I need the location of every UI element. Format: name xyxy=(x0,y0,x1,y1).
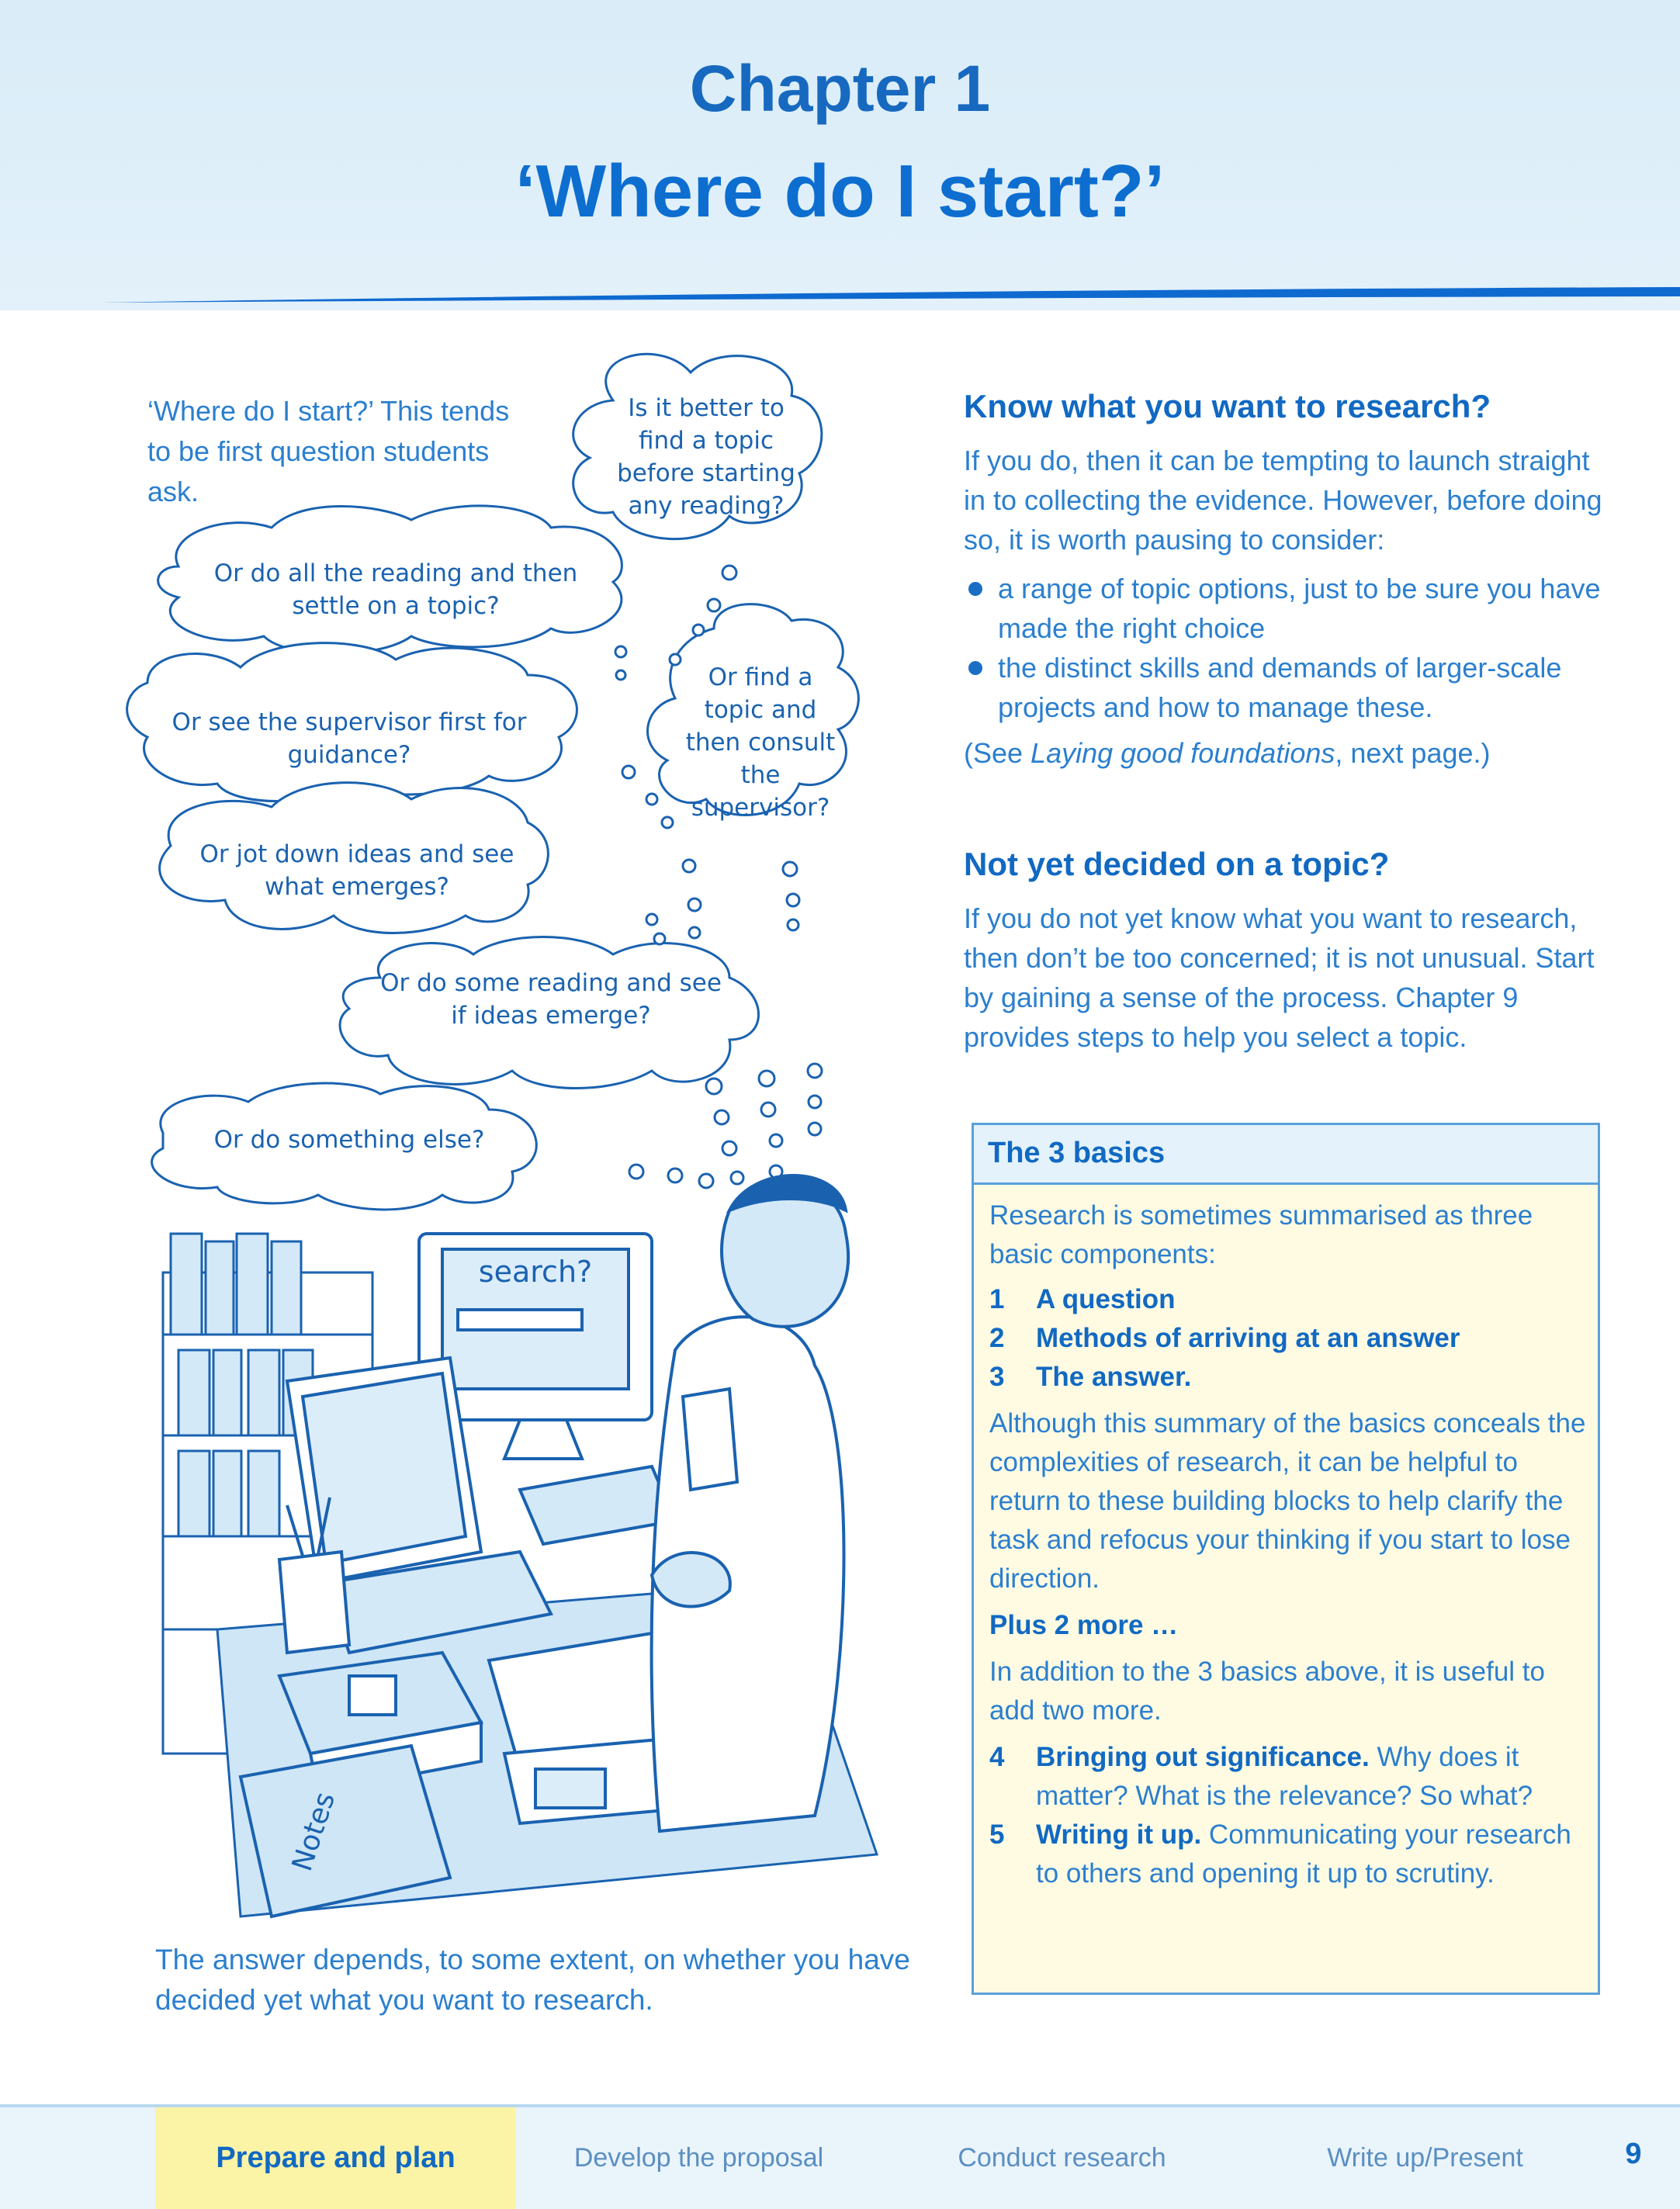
basics-list xyxy=(989,1280,1587,1397)
pen-pot xyxy=(279,1552,349,1653)
chapter-title: ‘Where do I start?’ xyxy=(514,150,1166,233)
tab-conduct-research[interactable]: Conduct research xyxy=(958,2143,1166,2173)
bubble-text-4: Or see the supervisor first for guidance? xyxy=(171,708,527,769)
basics-para: Although this summary of the basics conceals the complexities of research, it can be helpful to return to these building blocks to help clarify the task and refocus your thinking if you start to lose direction. xyxy=(989,1408,1586,1594)
item-text: Communicating your research to others and opening it up to scrutiny. xyxy=(1036,1819,1571,1889)
section-not-decided xyxy=(964,846,1608,1057)
tab-write-up-present[interactable]: Write up/Present xyxy=(1327,2143,1523,2173)
list-item xyxy=(964,569,1608,648)
item-bold: Writing it up. xyxy=(1036,1819,1202,1850)
more-list xyxy=(989,1738,1587,1893)
item-text: The answer. xyxy=(1036,1362,1192,1392)
item-number: 4 xyxy=(989,1742,1005,1772)
item-number: 2 xyxy=(989,1323,1005,1353)
section1-heading: Know what you want to research? xyxy=(964,388,1491,424)
keyboard-back xyxy=(520,1466,675,1544)
section2-heading: Not yet decided on a topic? xyxy=(964,846,1390,882)
section1-bullets xyxy=(964,569,1608,727)
note-italic: Laying good foundations xyxy=(1031,737,1335,769)
bubble-text-5: Or jot down ideas and see what emerges? xyxy=(199,840,514,901)
screen-search-text: search? xyxy=(478,1255,593,1289)
plus-para: In addition to the 3 basics above, it is useful to add two more. xyxy=(989,1657,1545,1726)
basics-body xyxy=(989,1196,1587,1893)
tab-prepare-and-plan[interactable]: Prepare and plan xyxy=(155,2107,516,2209)
section1-para: If you do, then it can be tempting to launch straight in to collecting the evidence. However, before doing so, it is worth pausing to consider: xyxy=(964,445,1602,556)
item-number: 5 xyxy=(989,1819,1005,1850)
basics-box xyxy=(972,1123,1600,1995)
intro-text: ‘Where do I start?’ This tends to be first question students ask. xyxy=(147,395,510,507)
list-item xyxy=(989,1319,1587,1358)
plus-heading: Plus 2 more … xyxy=(989,1610,1179,1640)
note-open: (See xyxy=(964,737,1031,769)
header-rule xyxy=(101,286,1680,309)
phone xyxy=(683,1389,737,1490)
bullet-dot xyxy=(968,582,982,596)
tab-develop-proposal[interactable]: Develop the proposal xyxy=(573,2143,824,2173)
section1-note xyxy=(964,733,1608,773)
bullet-text: a range of topic options, just to be sure you have made the right choice xyxy=(998,573,1601,644)
bubble-text-7: Or do something else? xyxy=(213,1126,485,1154)
list-item xyxy=(989,1358,1587,1397)
page-number: 9 xyxy=(1625,2138,1642,2170)
section-know-what xyxy=(964,388,1608,773)
list-item xyxy=(964,648,1608,727)
cartoon-illustration xyxy=(116,341,923,1940)
bubble-text-1: Is it better to find a topic before starting any reading? xyxy=(617,394,795,520)
bubble-text-3: Or find a topic and then consult the supervisor? xyxy=(685,663,836,822)
item-text: Methods of arriving at an answer xyxy=(1036,1323,1460,1353)
basics-box-header xyxy=(974,1125,1598,1185)
bubble-text-6: Or do some reading and see if ideas emerge? xyxy=(380,969,722,1030)
list-item xyxy=(989,1738,1587,1816)
person-hand xyxy=(652,1553,730,1606)
item-text: A question xyxy=(1036,1284,1176,1314)
bullet-text: the distinct skills and demands of larger-scale projects and how to manage these. xyxy=(998,652,1562,723)
basics-title: The 3 basics xyxy=(988,1137,1166,1169)
bullet-dot xyxy=(968,661,982,675)
chapter-label: Chapter 1 xyxy=(689,52,991,125)
caption-text: The answer depends, to some extent, on whether you have decided yet what you want to research. xyxy=(155,1944,910,2016)
list-item xyxy=(989,1280,1587,1319)
note-close: , next page.) xyxy=(1335,737,1491,769)
chapter-header xyxy=(0,0,1680,310)
basics-intro: Research is sometimes summarised as three basic components: xyxy=(989,1200,1533,1269)
item-number: 3 xyxy=(989,1362,1005,1392)
list-item xyxy=(989,1816,1587,1893)
notes-label: Notes xyxy=(286,1788,342,1875)
bubble-text-2: Or do all the reading and then settle on a topic? xyxy=(213,559,578,620)
item-bold: Bringing out significance. xyxy=(1036,1742,1370,1772)
item-number: 1 xyxy=(989,1284,1005,1314)
section2-para: If you do not yet know what you want to research, then don’t be too concerned; it is not unusual. Start by gaining a sense of the process. Chapter 9 provides steps to help you select a topic. xyxy=(964,902,1595,1053)
item-text: Why does it matter? What is the relevance? So what? xyxy=(1036,1742,1533,1811)
